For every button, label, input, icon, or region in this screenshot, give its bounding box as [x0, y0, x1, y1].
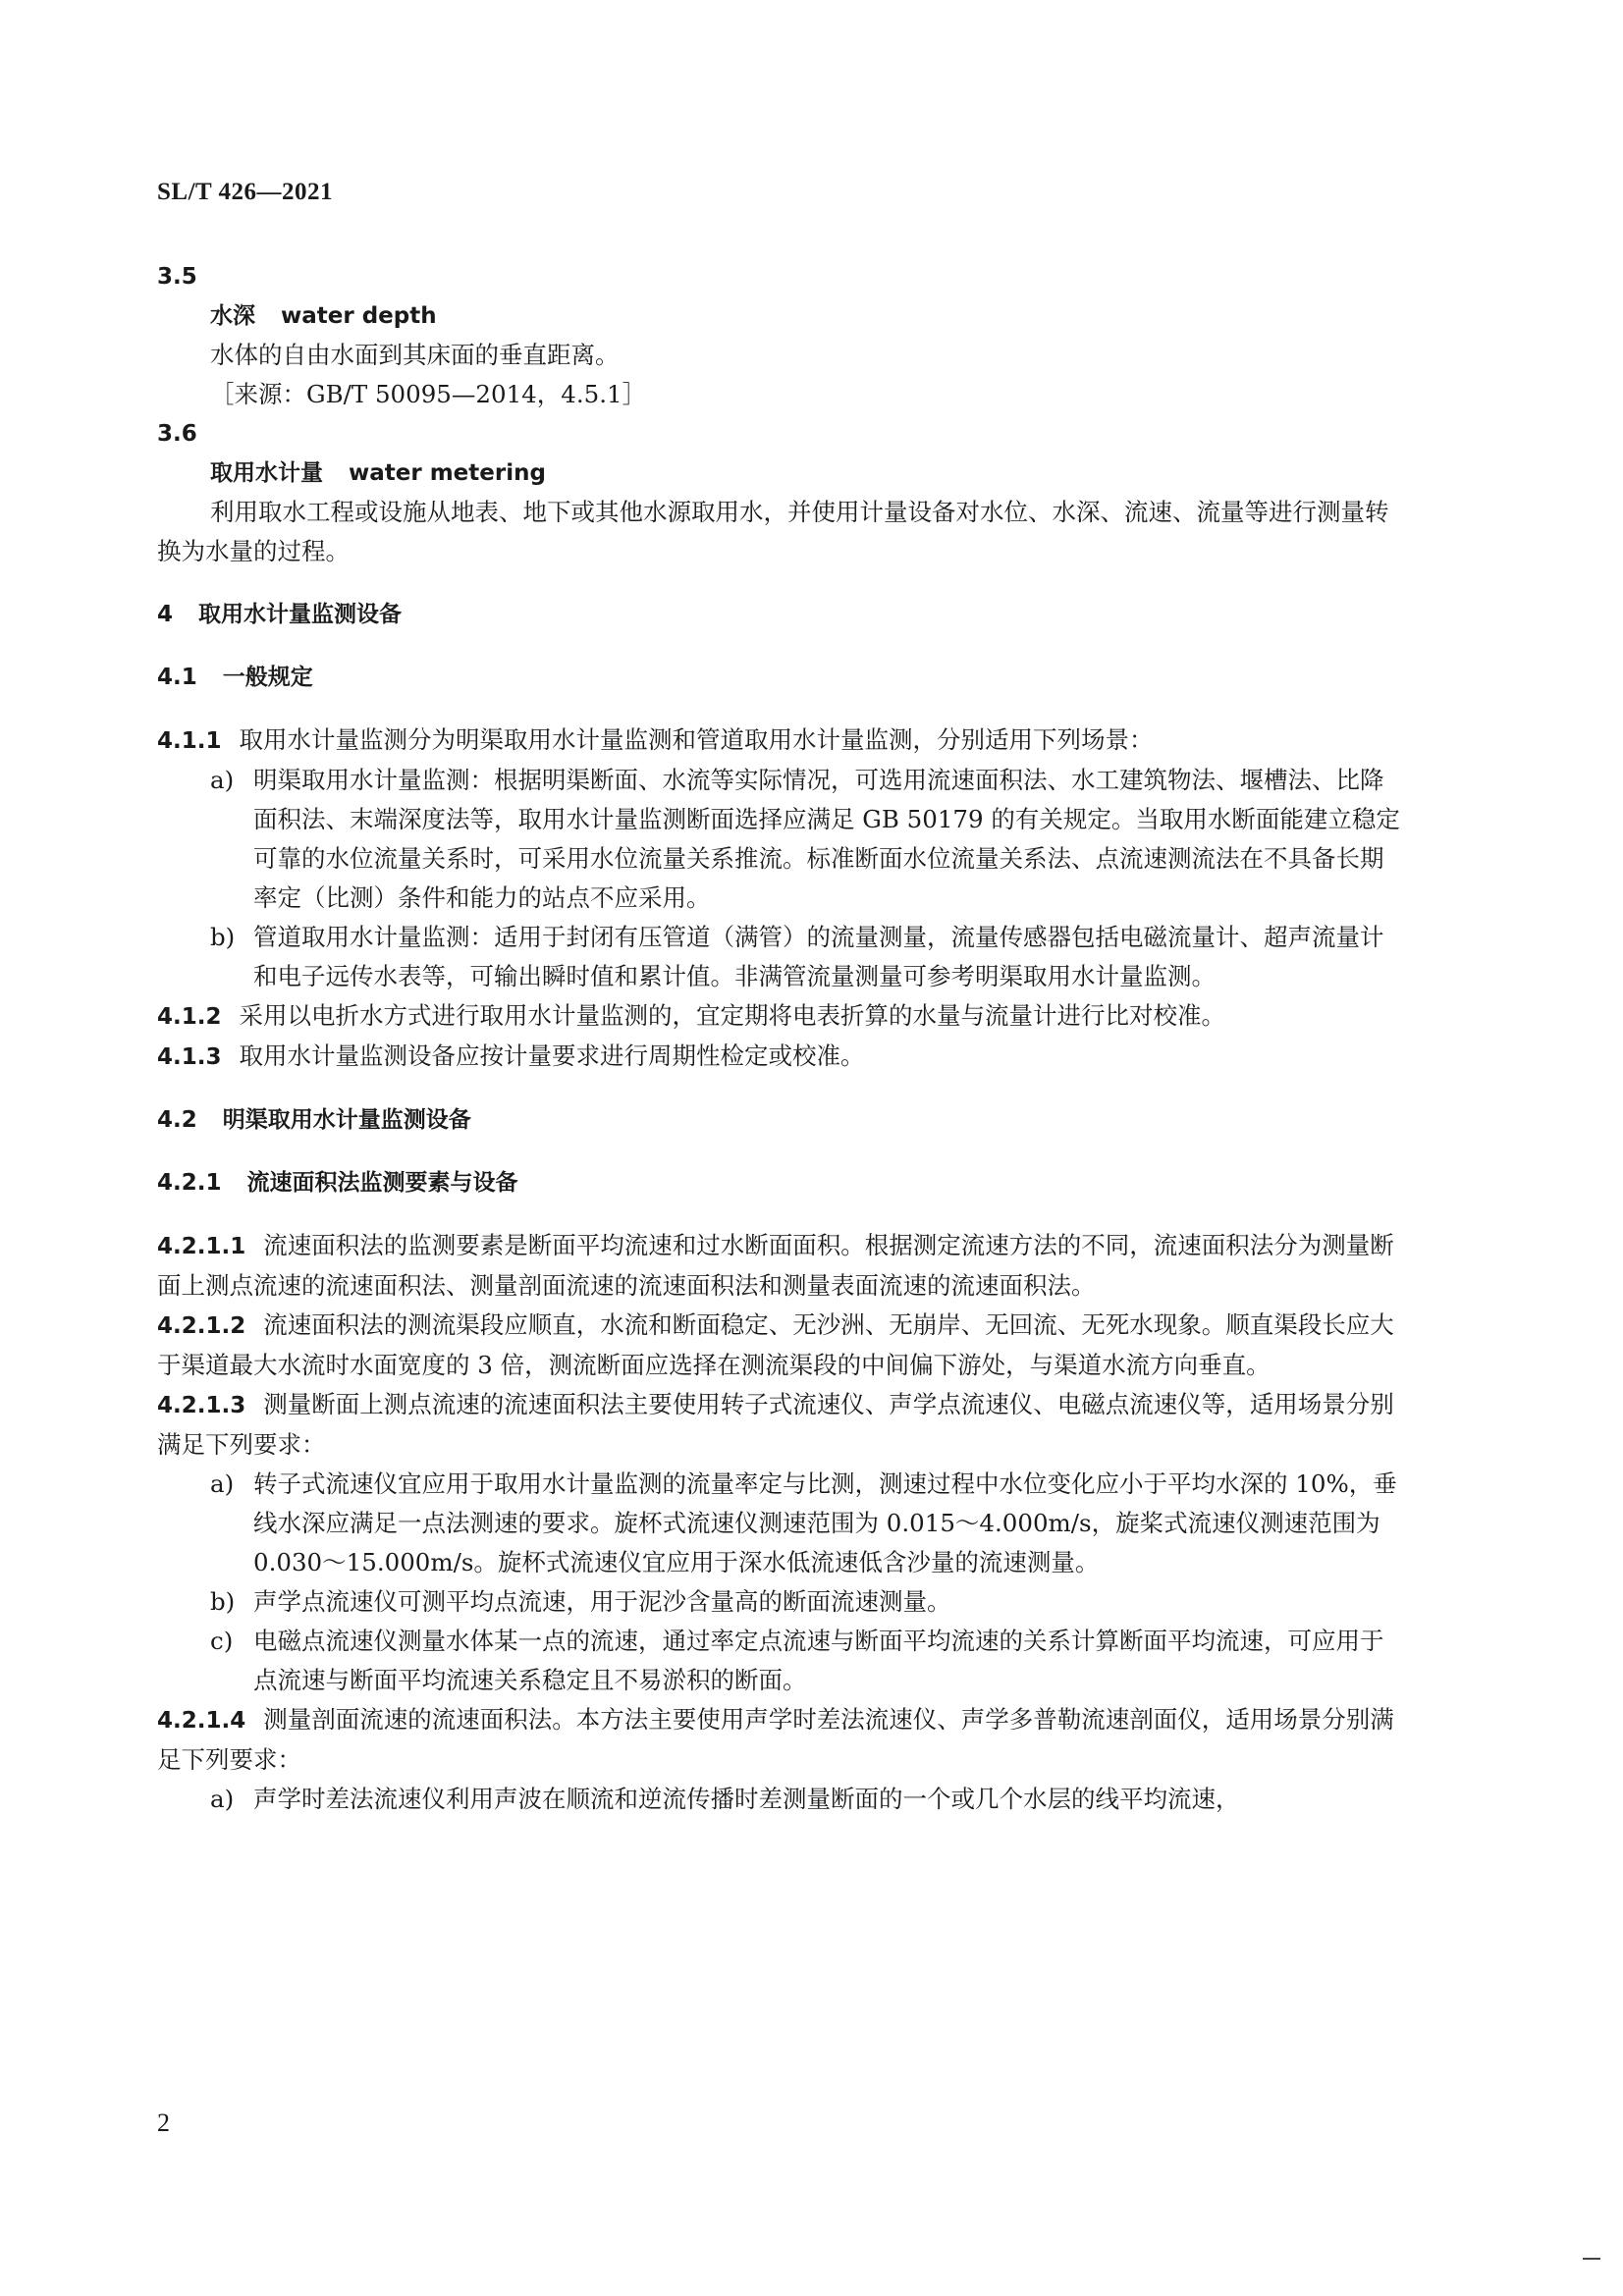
term-zh: 取用水计量 — [210, 460, 323, 486]
term-definition: 水体的自由水面到其床面的垂直距离。 — [210, 341, 620, 369]
clause-number: 4.1.3 — [157, 1044, 222, 1070]
clause-text: 测量剖面流速的流速面积法。本方法主要使用声学时差法流速仪、声学多普勒流速剖面仪，适用场景分别满足下列要求： — [157, 1705, 1394, 1774]
clause-number: 4.2.1.3 — [157, 1393, 246, 1418]
term-en: water metering — [349, 460, 546, 486]
list-label: a) — [210, 1469, 235, 1498]
clause-4-1-1 — [157, 721, 1402, 761]
term-en: water depth — [281, 303, 437, 329]
clause-4-2-1-4 — [157, 1700, 1402, 1780]
clause-number: 4.2.1.4 — [157, 1708, 246, 1734]
clause-4-2-1-1 — [157, 1226, 1402, 1306]
clause-text: 取用水计量监测设备应按计量要求进行周期性检定或校准。 — [239, 1041, 865, 1070]
clause-text: 采用以电折水方式进行取用水计量监测的，宜定期将电表折算的水量与流量计进行比对校准。 — [239, 1001, 1225, 1030]
clause-4-2-1-2 — [157, 1306, 1402, 1385]
list-label: a) — [210, 766, 235, 794]
section-number: 4.1 — [157, 665, 197, 690]
term-source: ［来源：GB/T 50095—2014，4.5.1］ — [210, 380, 647, 408]
list-item-a — [157, 1465, 1402, 1582]
list-item-c — [157, 1622, 1402, 1700]
clause-number-3-6: 3.6 — [157, 421, 197, 447]
section-heading-4-2 — [157, 1100, 1402, 1140]
list-label: c) — [210, 1627, 234, 1655]
clause-text: 取用水计量监测分为明渠取用水计量监测和管道取用水计量监测，分别适用下列场景： — [239, 725, 1154, 754]
section-heading-4-1 — [157, 658, 1402, 697]
section-title: 流速面积法监测要素与设备 — [246, 1170, 518, 1196]
list-text: 声学时差法流速仪利用声波在顺流和逆流传播时差测量断面的一个或几个水层的线平均流速， — [253, 1785, 1240, 1813]
list-item-a — [157, 1780, 1402, 1819]
clause-number: 4.2.1.2 — [157, 1313, 246, 1339]
section-title: 取用水计量监测设备 — [198, 602, 403, 627]
edge-mark — [1583, 2258, 1600, 2260]
section-heading-4 — [157, 595, 1402, 634]
list-label: b) — [210, 1587, 236, 1616]
term-water-metering — [157, 454, 1402, 493]
standard-code-header: SL/T 426—2021 — [157, 179, 333, 205]
list-item-a — [157, 761, 1402, 918]
clause-text: 流速面积法的监测要素是断面平均流速和过水断面面积。根据测定流速方法的不同，流速面积法分为测量断面上测点流速的流速面积法、测量剖面流速的流速面积法和测量表面流速的流速面积法。 — [157, 1231, 1394, 1300]
clause-4-2-1-3 — [157, 1385, 1402, 1465]
section-title: 明渠取用水计量监测设备 — [222, 1107, 471, 1133]
clause-text: 测量断面上测点流速的流速面积法主要使用转子式流速仪、声学点流速仪、电磁点流速仪等，适用场景分别满足下列要求： — [157, 1390, 1394, 1459]
clause-4-1-3 — [157, 1037, 1402, 1077]
section-number: 4.2.1 — [157, 1170, 222, 1196]
clause-number: 4.1.2 — [157, 1004, 222, 1030]
page-content — [157, 257, 1402, 1819]
list-text: 转子式流速仪宜应用于取用水计量监测的流量率定与比测，测速过程中水位变化应小于平均水深的 10%，垂线水深应满足一点法测速的要求。旋杯式流速仪测速范围为 0.015～4.000m/s，旋桨式流速仪测速范围为 0.030～15.000m/s。旋杯式流速仪宜应用于深水低流速低含沙量的流速测量。 — [253, 1469, 1397, 1576]
term-zh: 水深 — [210, 303, 255, 329]
clause-number: 4.2.1.1 — [157, 1234, 246, 1259]
list-text: 管道取用水计量监测：适用于封闭有压管道（满管）的流量测量，流量传感器包括电磁流量计、超声流量计和电子远传水表等，可输出瞬时值和累计值。非满管流量测量可参考明渠取用水计量监测。 — [253, 923, 1384, 990]
section-number: 4.2 — [157, 1107, 197, 1133]
list-label: b) — [210, 923, 236, 951]
section-heading-4-2-1 — [157, 1163, 1402, 1202]
list-item-b — [157, 1582, 1402, 1622]
page-number: 2 — [157, 2109, 170, 2137]
clause-text: 流速面积法的测流渠段应顺直，水流和断面稳定、无沙洲、无崩岸、无回流、无死水现象。顺直渠段长应大于渠道最大水流时水面宽度的 3 倍，测流断面应选择在测流渠段的中间偏下游处，与渠道水流方向垂直。 — [157, 1310, 1394, 1379]
list-text: 电磁点流速仪测量水体某一点的流速，通过率定点流速与断面平均流速的关系计算断面平均流速，可应用于点流速与断面平均流速关系稳定且不易淤积的断面。 — [253, 1627, 1384, 1694]
clause-number-3-5: 3.5 — [157, 264, 197, 290]
clause-4-1-2 — [157, 996, 1402, 1037]
clause-number: 4.1.1 — [157, 728, 222, 754]
term-definition: 利用取水工程或设施从地表、地下或其他水源取用水，并使用计量设备对水位、水深、流速、流量等进行测量转换为水量的过程。 — [157, 498, 1389, 565]
section-number: 4 — [157, 602, 174, 627]
term-water-depth — [157, 296, 1402, 336]
list-label: a) — [210, 1785, 235, 1813]
section-title: 一般规定 — [222, 665, 313, 690]
list-item-b — [157, 918, 1402, 996]
list-text: 明渠取用水计量监测：根据明渠断面、水流等实际情况，可选用流速面积法、水工建筑物法、堰槽法、比降面积法、末端深度法等，取用水计量监测断面选择应满足 GB 50179 的有关规定。当取用水断面能建立稳定可靠的水位流量关系时，可采用水位流量关系推流。标准断面水位流量关系法、点流速测流法在不具备长期率定（比测）条件和能力的站点不应采用。 — [253, 766, 1400, 912]
list-text: 声学点流速仪可测平均点流速，用于泥沙含量高的断面流速测量。 — [253, 1587, 951, 1616]
